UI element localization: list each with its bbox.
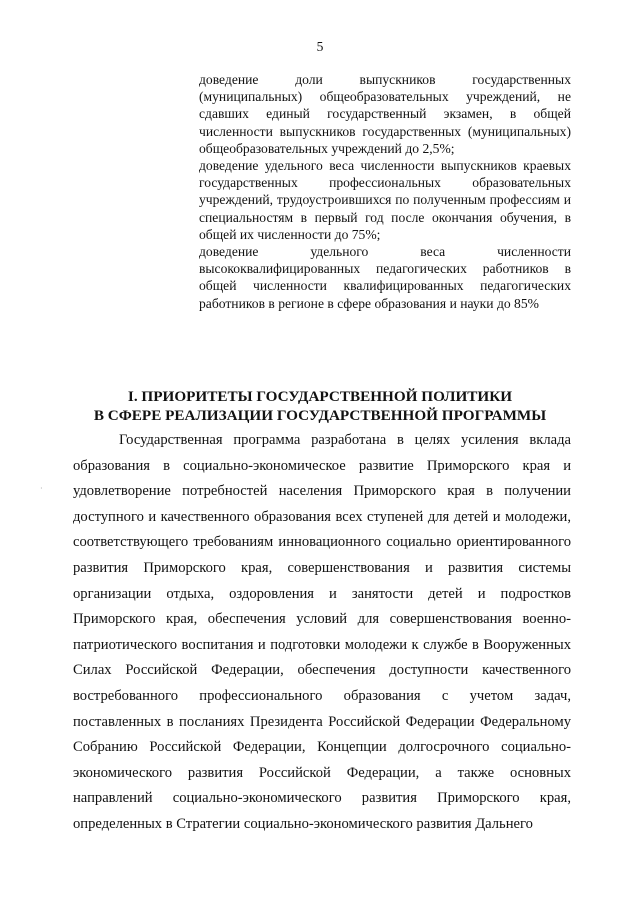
indicator-item: доведение доли выпускников государственных (муниципальных) общеобразовательных учреждений, не сдавших единый государственный экзамен, в общей численности выпускников государственных (муниципальных) общеобразовательных учреждений до 2,5%; <box>199 72 571 156</box>
indicator-item: доведение удельного веса численности высококвалифицированных педагогических работников в общей численности квалифицированных педагогических работников в регионе в сфере образования и науки до 85% <box>199 244 571 311</box>
body-paragraph: Государственная программа разработана в целях усиления вклада образования в социально-экономическое развитие Приморского края и удовлетворение потребностей населения Приморского края в получении доступного и качественного образования всех ступеней для детей и молодежи, соответствующего требованиям инновационного социально ориентированного развития Приморского края, совершенствования и развития системы организации отдыха, оздоровления и занятости детей и подростков Приморского края, обеспечения условий для совершенствования военно-патриотического воспитания и подготовки молодежи к службе в Вооруженных Силах Российской Федерации, обеспечения доступности качественного востребованного профессионального образования с учетом задач, поставленных в посланиях Президента Российской Федерации Федеральному Собранию Российской Федерации, Концепции долгосрочного социально-экономического развития Российской Федерации, а также основных направлений социально-экономического развития Приморского края, определенных в Стратегии социально-экономического развития Дальнего <box>73 432 571 832</box>
section-heading-line-1: I. ПРИОРИТЕТЫ ГОСУДАРСТВЕННОЙ ПОЛИТИКИ <box>127 388 513 405</box>
target-indicators-list <box>199 71 571 312</box>
section-heading <box>0 388 640 425</box>
indicator-item: доведение удельного веса численности выпускников краевых государственных профессиональных образовательных учреждений, трудоустроившихся по полученным профессиям и специальностям в первый год после окончания обучения, в общей их численности до 75%; <box>199 158 571 242</box>
section-heading-line-2: В СФЕРЕ РЕАЛИЗАЦИИ ГОСУДАРСТВЕННОЙ ПРОГРАММЫ <box>93 406 547 424</box>
body-text <box>73 428 571 838</box>
page-number: 5 <box>316 39 324 54</box>
margin-mark: · <box>40 484 43 493</box>
